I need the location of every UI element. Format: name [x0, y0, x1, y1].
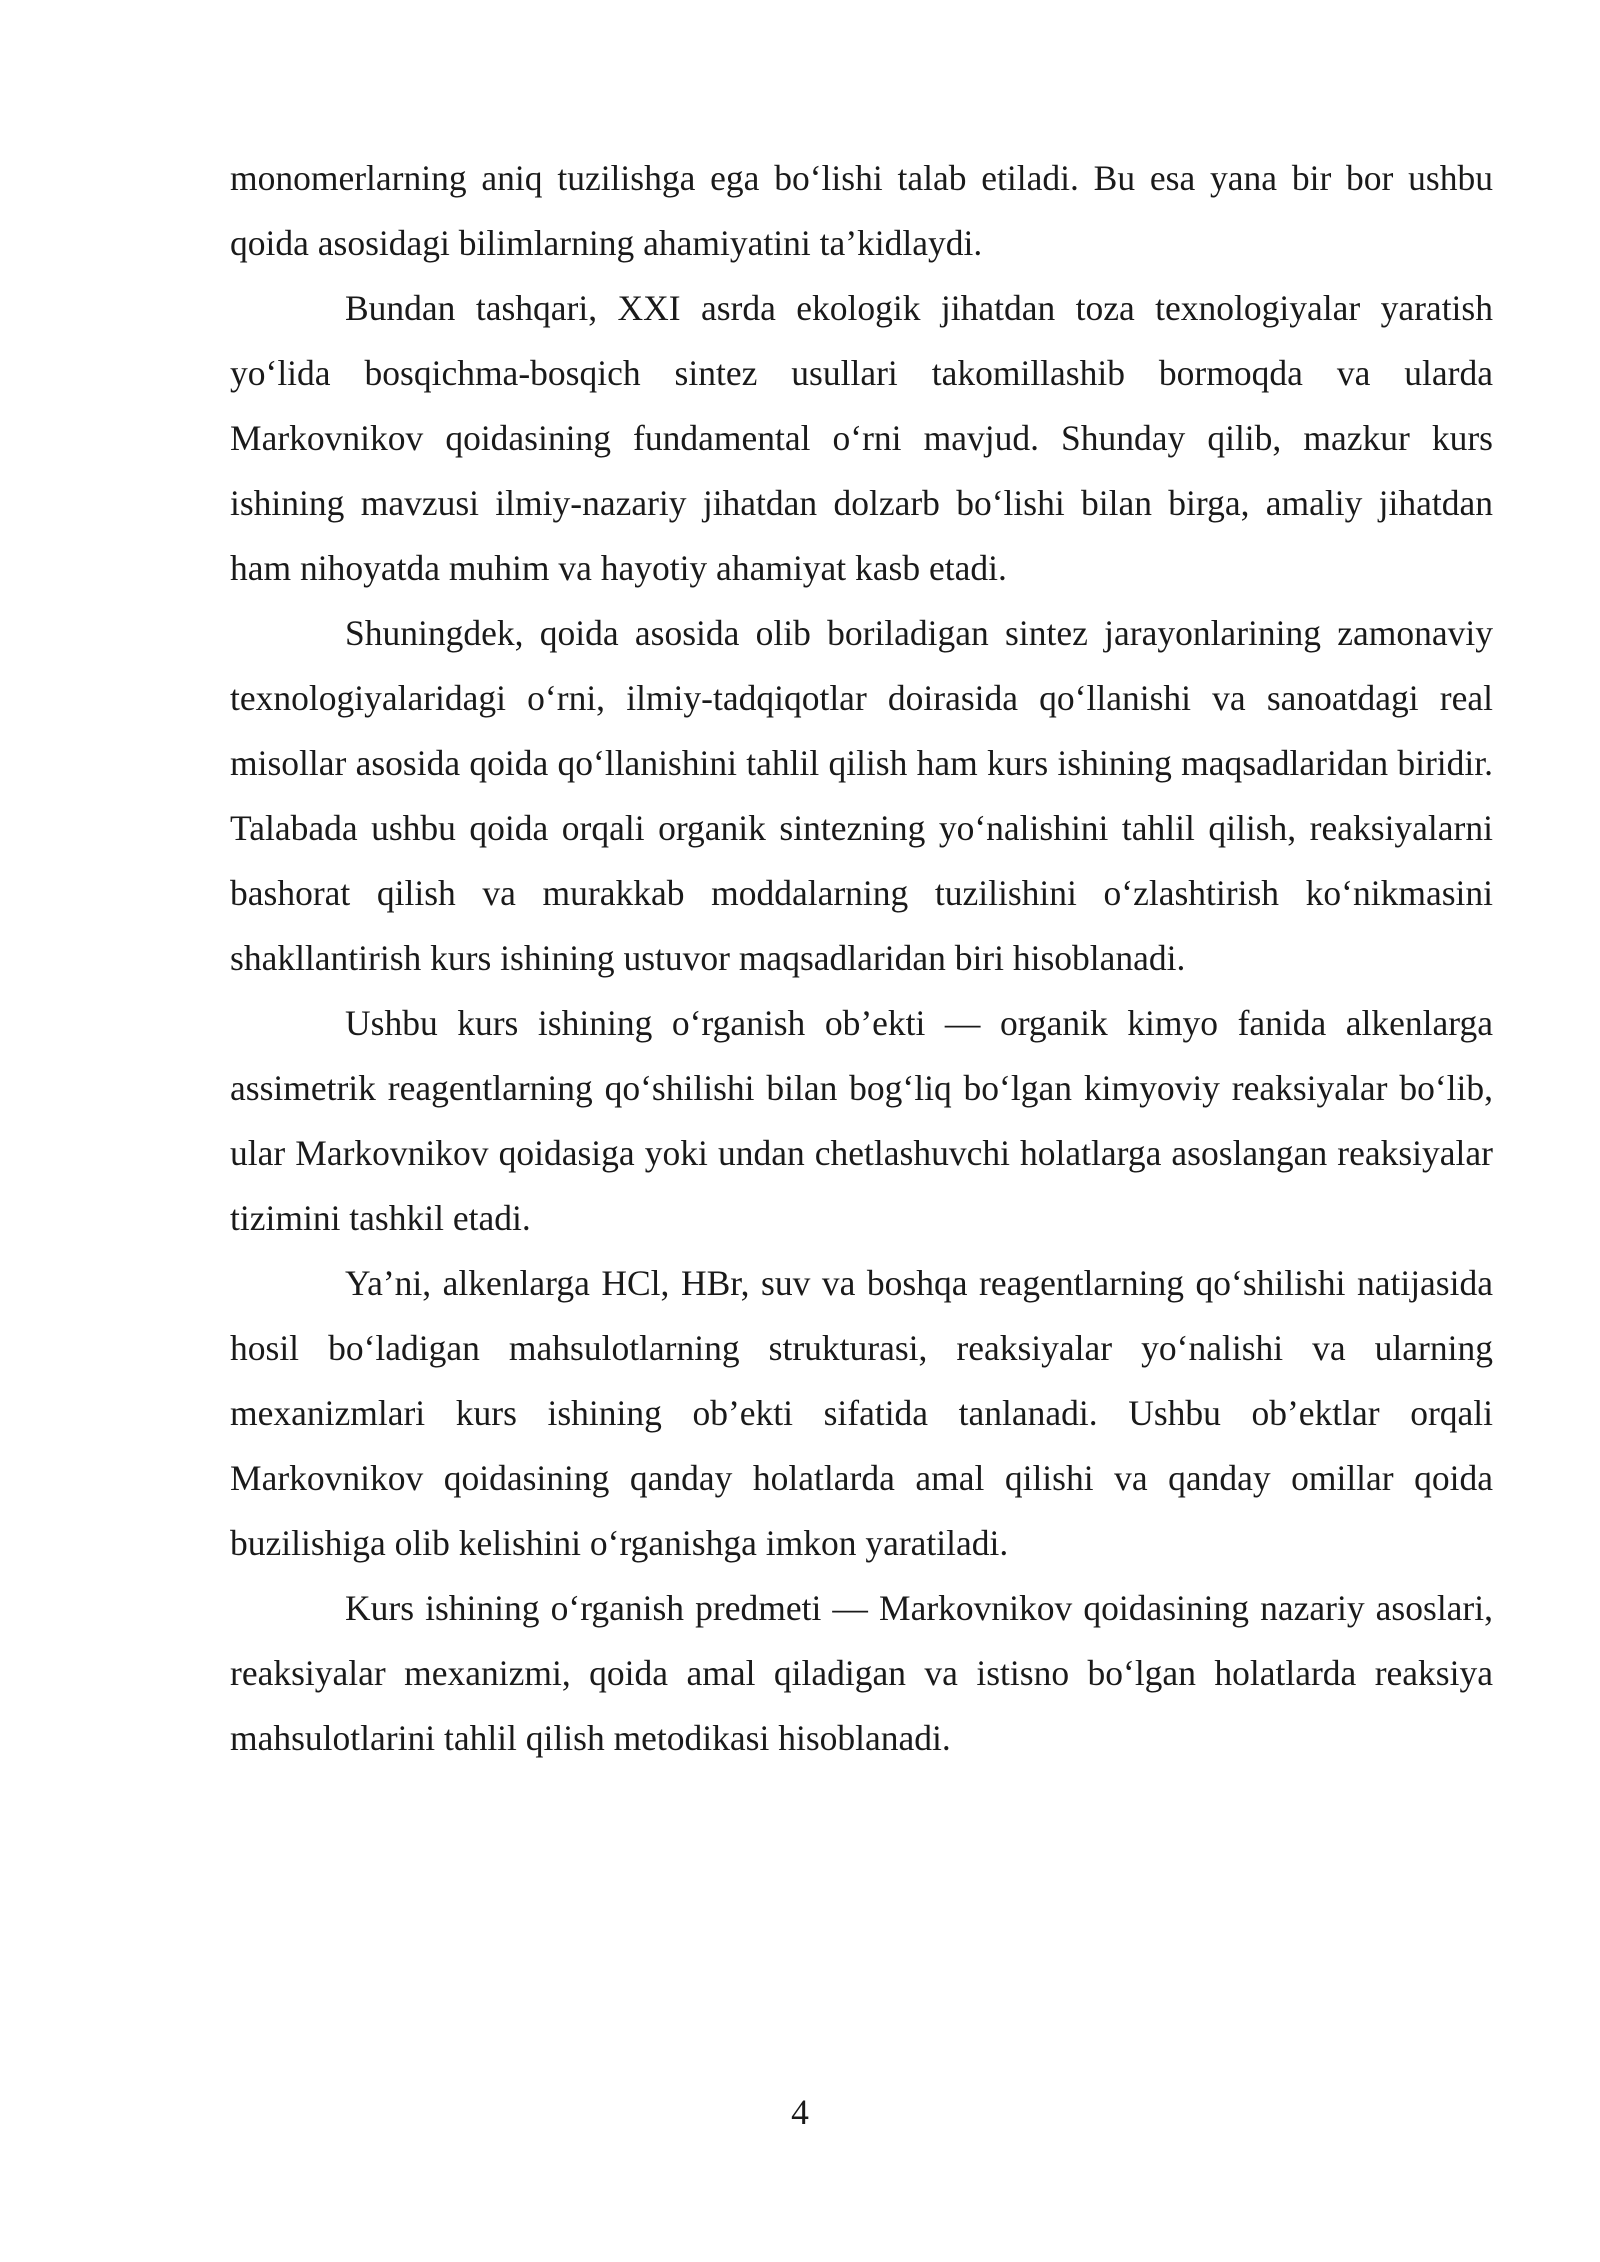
paragraph-2: Bundan tashqari, XXI asrda ekologik jihatdan toza texnologiyalar yaratish yo‘lida bosqichma-bosqich sintez usullari takomillashib bormoqda va ularda Markovnikov qoidasining fundamental o‘rni mavjud. Shunday qilib, mazkur kurs ishining mavzusi ilmiy-nazariy jihatdan dolzarb bo‘lishi bilan birga, amaliy jihatdan ham nihoyatda muhim va hayotiy ahamiyat kasb etadi.: [230, 288, 1493, 588]
page-number: 4: [791, 2092, 809, 2132]
paragraph-1: monomerlarning aniq tuzilishga ega bo‘lishi talab etiladi. Bu esa yana bir bor ushbu qoida asosidagi bilimlarning ahamiyatini ta’kidlaydi.: [230, 158, 1493, 263]
paragraph-6: Kurs ishining o‘rganish predmeti — Markovnikov qoidasining nazariy asoslari, reaksiyalar mexanizmi, qoida amal qiladigan va istisno bo‘lgan holatlarda reaksiya mahsulotlarini tahlil qilish metodikasi hisoblanadi.: [230, 1588, 1493, 1758]
paragraph-5: Ya’ni, alkenlarga HCl, HBr, suv va boshqa reagentlarning qo‘shilishi natijasida hosil bo‘ladigan mahsulotlarning strukturasi, reaksiyalar yo‘nalishi va ularning mexanizmlari kurs ishining ob’ekti sifatida tanlanadi. Ushbu ob’ektlar orqali Markovnikov qoidasining qanday holatlarda amal qilishi va qanday omillar qoida buzilishiga olib kelishini o‘rganishga imkon yaratiladi.: [230, 1263, 1493, 1563]
paragraph-3: Shuningdek, qoida asosida olib boriladigan sintez jarayonlarining zamonaviy texnologiyalaridagi o‘rni, ilmiy-tadqiqotlar doirasida qo‘llanishi va sanoatdagi real misollar asosida qoida qo‘llanishini tahlil qilish ham kurs ishining maqsadlaridan biridir. Talabada ushbu qoida orqali organik sintezning yo‘nalishini tahlil qilish, reaksiyalarni bashorat qilish va murakkab moddalarning tuzilishini o‘zlashtirish ko‘nikmasini shakllantirish kurs ishining ustuvor maqsadlaridan biri hisoblanadi.: [230, 613, 1493, 978]
document-body: [230, 146, 1493, 1771]
paragraph-4: Ushbu kurs ishining o‘rganish ob’ekti — organik kimyo fanida alkenlarga assimetrik reagentlarning qo‘shilishi bilan bog‘liq bo‘lgan kimyoviy reaksiyalar bo‘lib, ular Markovnikov qoidasiga yoki undan chetlashuvchi holatlarga asoslangan reaksiyalar tizimini tashkil etadi.: [230, 1003, 1493, 1238]
